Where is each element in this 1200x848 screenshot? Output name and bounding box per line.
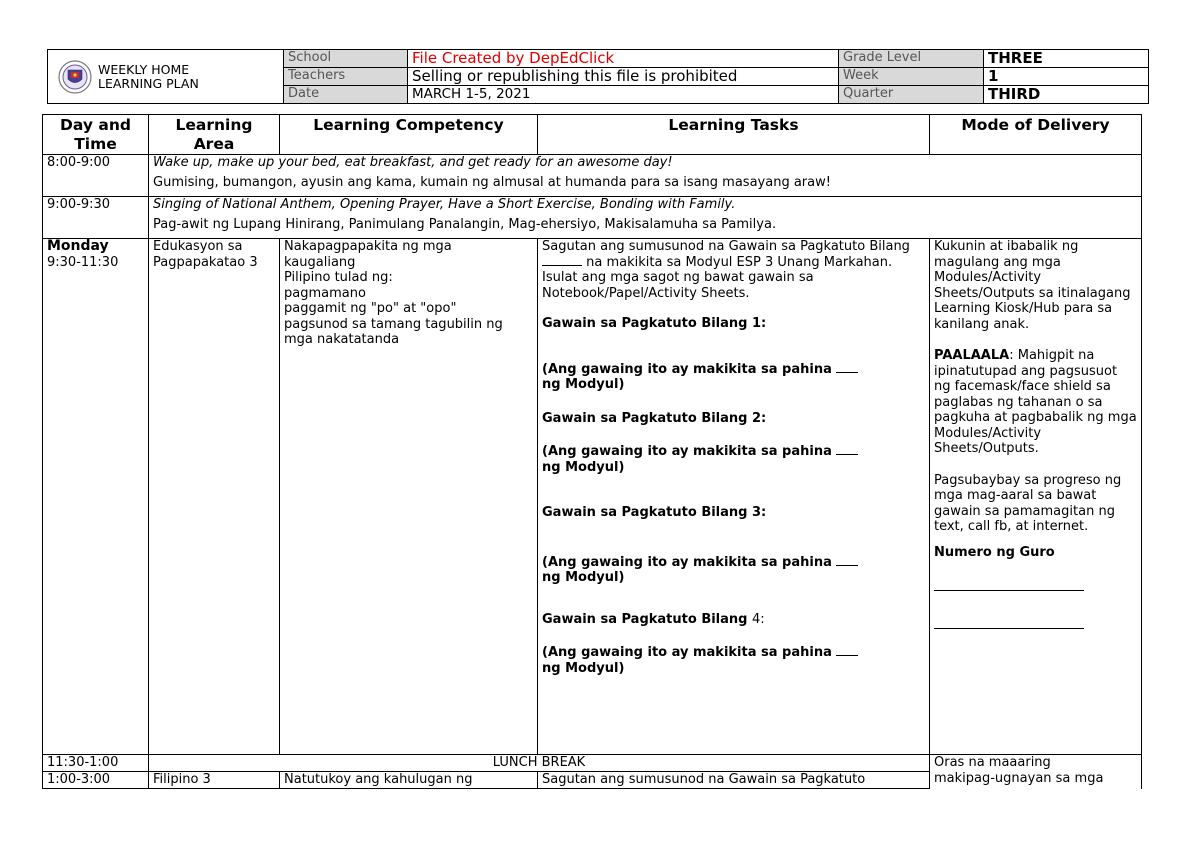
learning-tasks-cell: Sagutan ang sumusunod na Gawain sa Pagkatuto bbox=[538, 772, 930, 789]
date-label: Date bbox=[284, 86, 408, 104]
school-value: File Created by DepEdClick bbox=[408, 50, 839, 68]
deped-seal-icon bbox=[58, 60, 92, 94]
school-label: School bbox=[284, 50, 408, 68]
competency-cell: Nakapagpapakita ng mga kaugaliang Pilipino tulad ng: pagmamano paggamit ng "po" at "opo" pagsunod sa tamang tagubilin ng mga nakatatanda bbox=[280, 239, 538, 755]
mode-of-delivery-cell: Kukunin at ibabalik ng magulang ang mga Modules/Activity Sheets/Outputs sa itinalagang Learning Kiosk/Hub para sa kanilang anak. PAALAALA: Mahigpit na ipinatutupad ang pagsusuot ng facemask/face shield sa paglabas ng tahanan o sa pagkuha at pagbabalik ng mga Modules/Activity Sheets/Outputs. Pagsubaybay sa progreso ng mga mag-aaral sa bawat gawain sa pamamagitan ng text, call fb, at internet. Numero ng Guro bbox=[930, 239, 1142, 755]
time-cell: 11:30-1:00 bbox=[43, 755, 149, 772]
date-value: MARCH 1-5, 2021 bbox=[408, 86, 839, 104]
routine-cell: Wake up, make up your bed, eat breakfast, and get ready for an awesome day! Gumising, bumangon, ayusin ang kama, kumain ng almusal at humanda para sa isang masayang araw! bbox=[149, 155, 1142, 197]
col-learning-tasks: Learning Tasks bbox=[538, 115, 930, 155]
logo-cell bbox=[48, 50, 284, 104]
teachers-label: Teachers bbox=[284, 68, 408, 86]
col-mode-of-delivery: Mode of Delivery bbox=[930, 115, 1142, 155]
learning-area-cell: Filipino 3 bbox=[149, 772, 280, 789]
quarter-label: Quarter bbox=[839, 86, 984, 104]
week-label: Week bbox=[839, 68, 984, 86]
plan-title-line1: WEEKLY HOME bbox=[98, 61, 190, 77]
day-time-cell bbox=[43, 239, 149, 755]
time-cell: 9:00-9:30 bbox=[43, 197, 149, 239]
time-cell: 1:00-3:00 bbox=[43, 772, 149, 789]
week-value: 1 bbox=[984, 68, 1149, 86]
competency-cell: Natutukoy ang kahulugan ng bbox=[280, 772, 538, 789]
time-cell: 8:00-9:00 bbox=[43, 155, 149, 197]
table-row-lunch bbox=[43, 755, 1142, 772]
learning-area-cell: Edukasyon sa Pagpapakatao 3 bbox=[149, 239, 280, 755]
learning-plan-table bbox=[42, 114, 1142, 789]
lunch-break-cell: LUNCH BREAK bbox=[149, 755, 930, 772]
routine-cell: Singing of National Anthem, Opening Prayer, Have a Short Exercise, Bonding with Family. Pag-awit ng Lupang Hinirang, Panimulang Panalangin, Mag-ehersiyo, Makisalamuha sa Pamilya. bbox=[149, 197, 1142, 239]
gawain-1: Gawain sa Pagkatuto Bilang 1: bbox=[542, 316, 767, 331]
grade-level-label: Grade Level bbox=[839, 50, 984, 68]
gawain-3: Gawain sa Pagkatuto Bilang 3: bbox=[542, 505, 767, 520]
col-day-time: Day and Time bbox=[43, 115, 149, 155]
table-row bbox=[43, 155, 1142, 197]
gawain-2: Gawain sa Pagkatuto Bilang 2: bbox=[542, 410, 767, 426]
column-header-row bbox=[43, 115, 1142, 155]
plan-title-line2: LEARNING PLAN bbox=[98, 75, 199, 91]
time-label: 9:30-11:30 bbox=[47, 254, 119, 270]
table-row bbox=[43, 197, 1142, 239]
mode-cell: Oras na maaaring makipag-ugnayan sa mga bbox=[930, 755, 1142, 789]
learning-tasks-cell: Sagutan ang sumusunod na Gawain sa Pagkatuto Bilang na makikita sa Modyul ESP 3 Unang Markahan. Isulat ang mga sagot ng bawat gawain sa Notebook/Papel/Activity Sheets. Gawain sa Pagkatuto Bilang 1: (Ang gawaing ito ay makikita sa pahina ng Modyul) Gawain sa Pagkatuto Bilang 2: (Ang gawaing ito ay makikita sa pahina ng Modyul) Gawain sa Pagkatuto Bilang 3: (Ang gawaing ito ay makikita sa pahina ng Modyul) Gawain sa Pagkatuto Bilang 4: (Ang gawaing ito ay makikita sa pahina ng Modyul) bbox=[538, 239, 930, 755]
day-label: Monday bbox=[47, 238, 109, 254]
teachers-value: Selling or republishing this file is prohibited bbox=[408, 68, 839, 86]
table-row-monday bbox=[43, 239, 1142, 755]
gawain-4: Gawain sa Pagkatuto Bilang 4: bbox=[542, 611, 765, 627]
quarter-value: THIRD bbox=[984, 86, 1149, 104]
grade-level-value: THREE bbox=[984, 50, 1149, 68]
col-learning-area: Learning Area bbox=[149, 115, 280, 155]
header-table bbox=[47, 49, 1149, 104]
col-learning-competency: Learning Competency bbox=[280, 115, 538, 155]
